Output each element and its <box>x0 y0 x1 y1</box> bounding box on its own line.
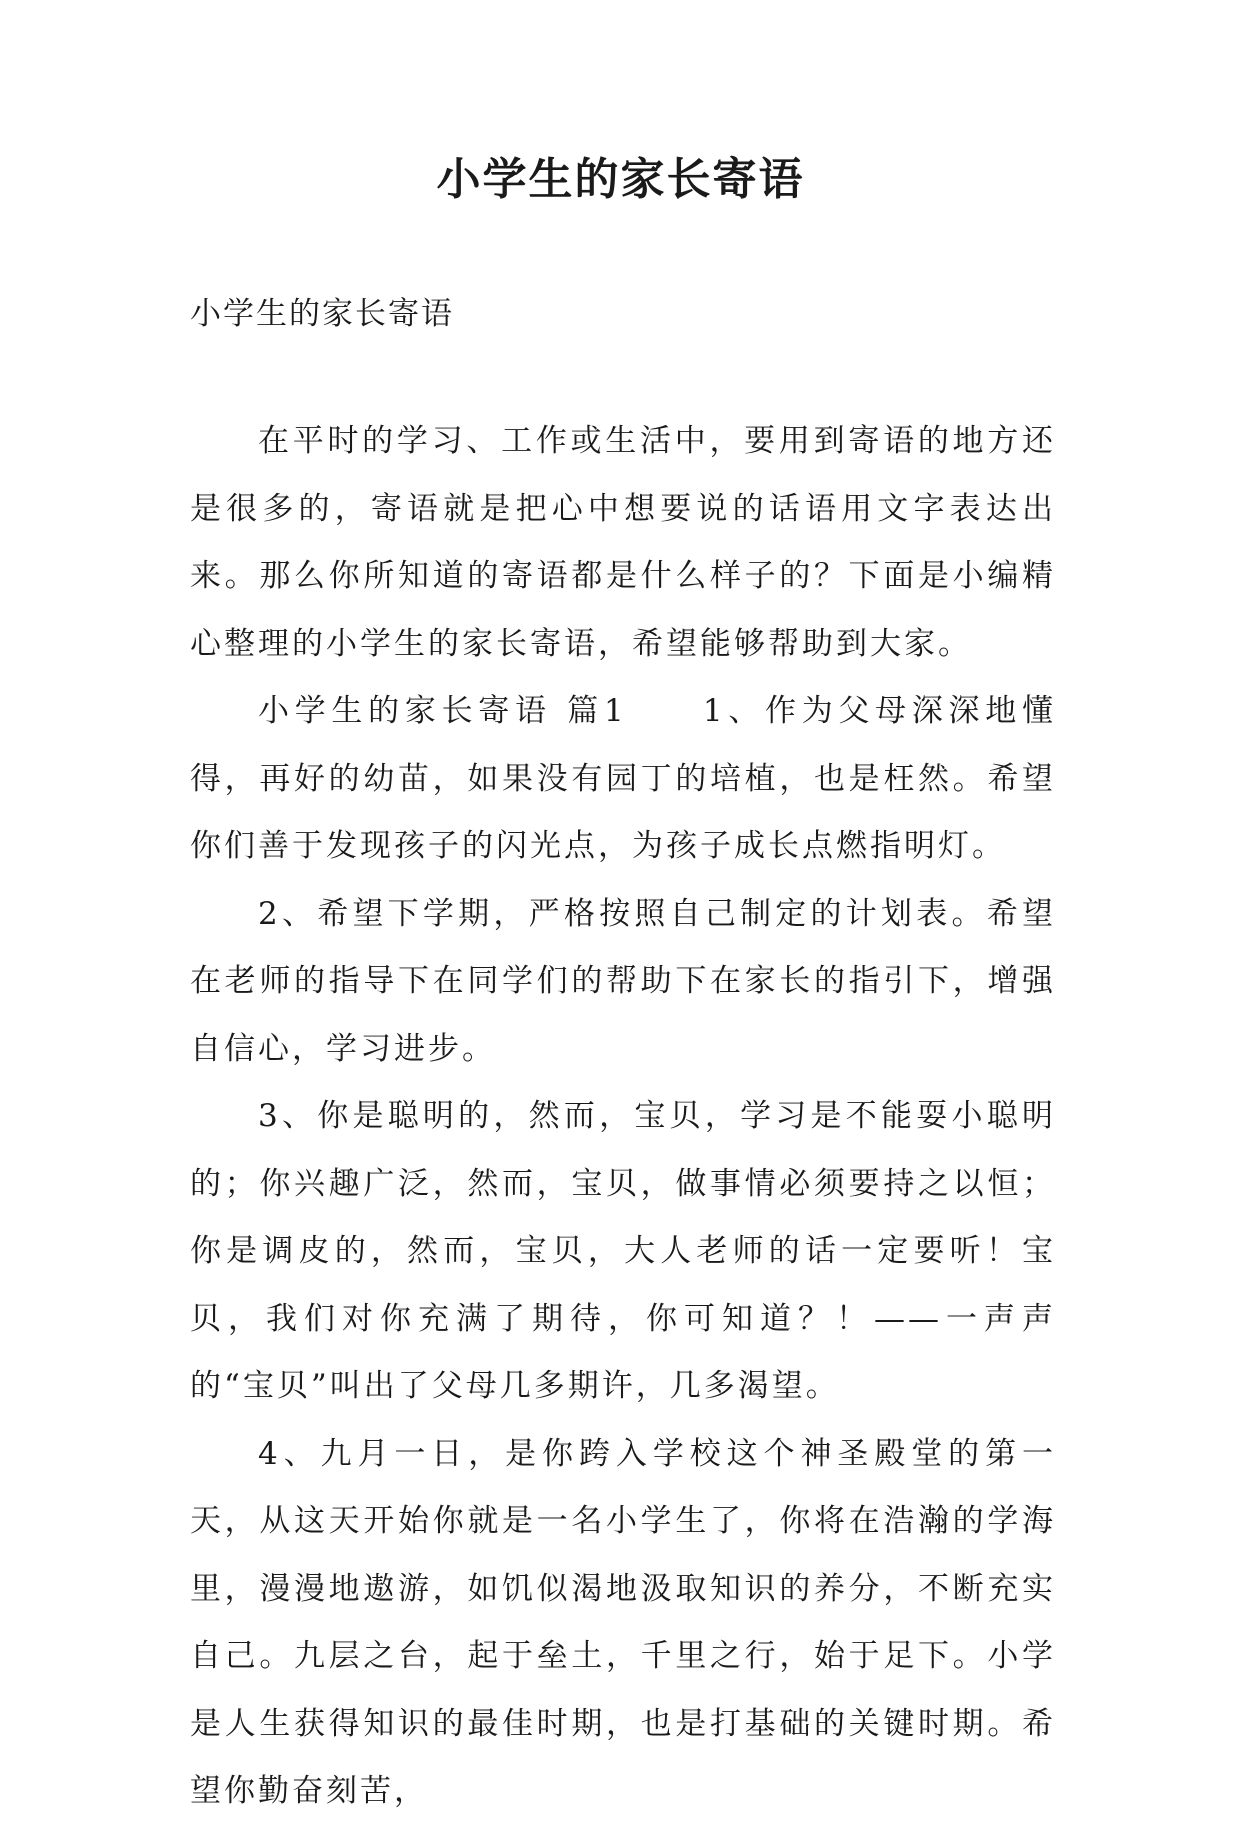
paragraph-3: 3、你是聪明的，然而，宝贝，学习是不能耍小聪明的；你兴趣广泛，然而，宝贝，做事情必须要持之以恒；你是调皮的，然而，宝贝，大人老师的话一定要听！宝贝，我们对你充满了期待，你可知道？！——一声声的“宝贝”叫出了父母几多期许，几多渴望。 <box>190 1098 1056 1404</box>
document-body <box>190 408 1056 1826</box>
intro-paragraph: 在平时的学习、工作或生活中，要用到寄语的地方还是很多的，寄语就是把心中想要说的话语用文字表达出来。那么你所知道的寄语都是什么样子的？下面是小编精心整理的小学生的家长寄语，希望能够帮助到大家。 <box>190 423 1056 662</box>
document-title: 小学生的家长寄语 <box>436 154 805 205</box>
paragraph-1: 小学生的家长寄语 篇1 1、作为父母深深地懂得，再好的幼苗，如果没有园丁的培植，也是枉然。希望你们善于发现孩子的闪光点，为孩子成长点燃指明灯。 <box>190 693 1056 864</box>
document-subtitle: 小学生的家长寄语 <box>190 296 454 332</box>
paragraph-4: 4、九月一日，是你跨入学校这个神圣殿堂的第一天，从这天开始你就是一名小学生了，你将在浩瀚的学海里，漫漫地遨游，如饥似渴地汲取知识的养分，不断充实自己。九层之台，起于垒土，千里之行，始于足下。小学是人生获得知识的最佳时期，也是打基础的关键时期。希望你勤奋刻苦， <box>190 1435 1056 1809</box>
paragraph-2: 2、希望下学期，严格按照自己制定的计划表。希望在老师的指导下在同学们的帮助下在家长的指引下，增强自信心，学习进步。 <box>190 895 1056 1067</box>
